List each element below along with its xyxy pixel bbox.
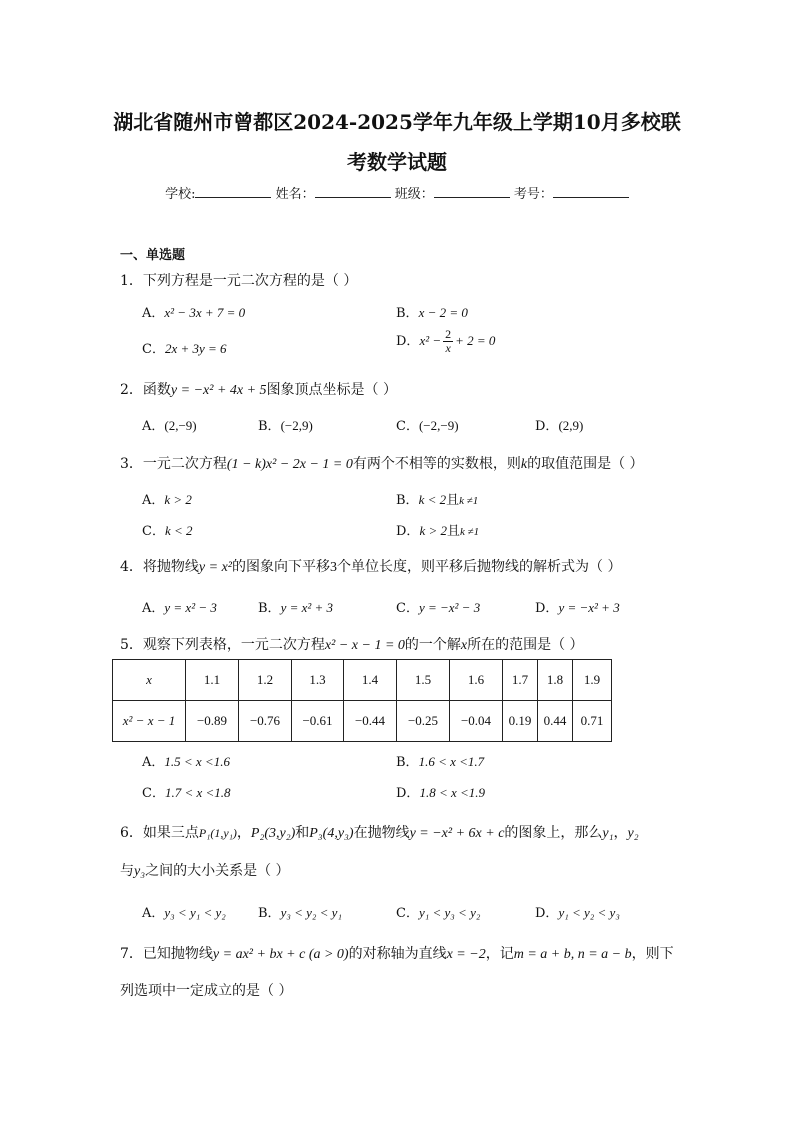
q4-option-a: A．y = x² − 3	[142, 600, 217, 616]
q1-option-c: C．2x + 3y = 6	[142, 341, 227, 357]
page-title-line1: 湖北省随州市曾都区2024-2025学年九年级上学期10月多校联	[113, 110, 681, 134]
q4-option-d: D．y = −x² + 3	[535, 600, 620, 616]
table-cell: 0.71	[573, 701, 612, 742]
q2-option-b: B．(−2,9)	[258, 418, 313, 434]
values-table	[112, 659, 612, 742]
name-blank[interactable]	[315, 185, 391, 198]
table-cell: −0.25	[397, 701, 450, 742]
exam-no-blank[interactable]	[553, 185, 629, 198]
table-cell: 1.8	[538, 660, 573, 701]
table-cell: 0.44	[538, 701, 573, 742]
q2-option-c: C．(−2,−9)	[396, 418, 459, 434]
q5-option-d: D．1.8 < x <1.9	[396, 785, 486, 801]
table-cell: 1.7	[503, 660, 538, 701]
q3-option-c: C．k < 2	[142, 523, 193, 539]
q1-option-b: B．x − 2 = 0	[396, 305, 468, 321]
table-row	[113, 701, 612, 742]
question-4-stem: 4．将抛物线y = x²的图象向下平移3个单位长度，则平移后抛物线的解析式为（ ）	[120, 559, 622, 575]
table-cell: −0.89	[186, 701, 239, 742]
table-cell: −0.76	[239, 701, 292, 742]
q6-option-d: D．y₁ < y₂ < y₃	[535, 905, 620, 921]
question-1-stem: 1．下列方程是一元二次方程的是（ ）	[120, 273, 358, 289]
table-cell: 0.19	[503, 701, 538, 742]
q3-option-a: A．k > 2	[142, 492, 192, 508]
table-cell: −0.44	[344, 701, 397, 742]
q5-option-a: A．1.5 < x <1.6	[142, 754, 230, 770]
section-heading: 一、单选题	[120, 248, 186, 263]
table-cell: 1.4	[344, 660, 397, 701]
table-cell: 1.1	[186, 660, 239, 701]
question-7-stem-line1: 7．已知抛物线y = ax² + bx + c (a > 0)的对称轴为直线x = −2，记m = a + b, n = a − b，则下	[120, 946, 674, 962]
fraction: $\frac{2}{x}$	[445, 327, 452, 355]
question-6-stem-line2: 与y₃之间的大小关系是（ ）	[120, 863, 290, 879]
class-label: 班级：	[394, 187, 434, 202]
student-info-line	[0, 183, 794, 202]
q2-option-a: A．(2,−9)	[142, 418, 197, 434]
table-cell: 1.9	[573, 660, 612, 701]
name-label: 姓名：	[275, 187, 315, 202]
table-cell: −0.61	[292, 701, 344, 742]
q5-option-c: C．1.7 < x <1.8	[142, 785, 231, 801]
table-cell: 1.6	[450, 660, 503, 701]
question-5-stem: 5．观察下列表格，一元二次方程x² − x − 1 = 0的一个解x所在的范围是（ ）	[120, 637, 584, 653]
q1-option-a: A．x² − 3x + 7 = 0	[142, 305, 246, 321]
table-cell: −0.04	[450, 701, 503, 742]
table-cell: 1.2	[239, 660, 292, 701]
page-title-line2: 考数学试题	[347, 150, 447, 174]
q4-option-b: B．y = x² + 3	[258, 600, 334, 616]
q3-option-d: D．k > 2且k ≠1	[396, 523, 480, 539]
table-row-header: x	[113, 660, 186, 701]
q2-option-d: D．(2,9)	[535, 418, 584, 434]
question-6-stem-line1: 6．如果三点P₁(1,y₁)，P₂(3,y₂)和P₃(4,y₃)在抛物线y = −x² + 6x + c的图象上，那么y₁，y₂	[120, 825, 639, 841]
exam-no-label: 考号：	[513, 187, 553, 202]
question-7-stem-line2: 列选项中一定成立的是（ ）	[120, 983, 293, 999]
question-2-stem: 2．函数y = −x² + 4x + 5图象顶点坐标是（ ）	[120, 382, 398, 398]
table-cell: 1.3	[292, 660, 344, 701]
table-cell: 1.5	[397, 660, 450, 701]
q6-option-c: C．y₁ < y₃ < y₂	[396, 905, 481, 921]
q1-option-d: D．x² − $\frac{2}{x}$ + 2 = 0	[396, 327, 496, 355]
question-3-stem: 3．一元二次方程(1 − k)x² − 2x − 1 = 0有两个不相等的实数根，则k的取值范围是（ ）	[120, 456, 644, 472]
table-row-header: x² − x − 1	[113, 701, 186, 742]
q6-option-a: A．y₃ < y₁ < y₂	[142, 905, 226, 921]
q4-option-c: C．y = −x² − 3	[396, 600, 481, 616]
q3-option-b: B．k < 2且k ≠1	[396, 492, 479, 508]
school-blank[interactable]	[195, 185, 271, 198]
table-row	[113, 660, 612, 701]
q6-option-b: B．y₃ < y₂ < y₁	[258, 905, 342, 921]
school-label: 学校:	[165, 187, 196, 202]
class-blank[interactable]	[434, 185, 510, 198]
q5-option-b: B．1.6 < x <1.7	[396, 754, 485, 770]
